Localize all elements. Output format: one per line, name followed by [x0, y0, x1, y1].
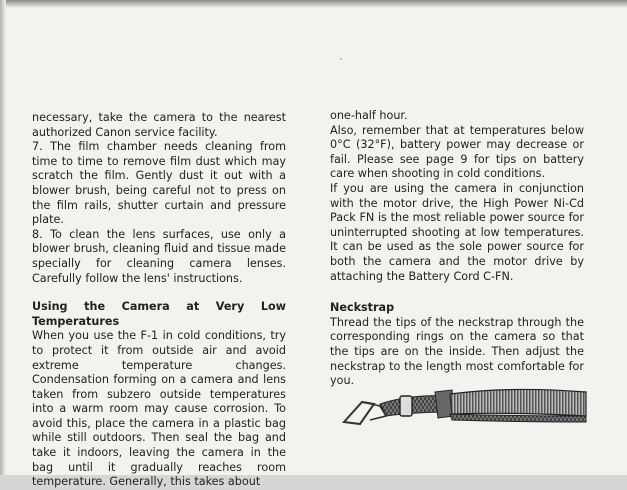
paragraph-neckstrap: Thread the tips of the neckstrap through the corresponding rings on the camera so that the tips are on the inside. Then adjust the neckstrap to the length most comfortable for you.: [330, 315, 584, 388]
paragraph-motor-drive: If you are using the camera in conjunction with the motor drive, the High Power Ni-Cd Pack FN is the most reliable power source for uninterrupted shooting at low temperatures. It can be used as the sole power source for both the camera and the motor drive by attaching the Battery Cord C-FN.: [330, 181, 584, 283]
page-top-shadow: [0, 0, 627, 8]
heading-neckstrap: Neckstrap: [330, 301, 395, 315]
paragraph-continuation: one-half hour.: [330, 109, 408, 122]
paragraph-lens-cleaning: 8. To clean the lens surfaces, use only a blower brush, cleaning fluid and tissue made specially for cleaning camera lenses. Carefully follow the lens' instructions.: [32, 227, 286, 285]
paragraph-film-chamber: 7. The film chamber needs cleaning from time to time to remove film dust which may scratch the film. Gently dust it out with a blower brush, being careful not to press on the film rails, shutter curtain and pressure plate.: [32, 140, 286, 227]
page-left-shadow: [0, 0, 6, 475]
right-column: [330, 109, 584, 389]
paragraph-service: necessary, take the camera to the nearest authorized Canon service facility.: [32, 111, 286, 139]
neckstrap-illustration: [340, 382, 590, 437]
heading-low-temperatures: Using the Camera at Very Low Temperatures: [32, 300, 286, 328]
left-column: [32, 111, 286, 490]
paragraph-cold-conditions: When you use the F-1 in cold conditions, try to protect it from outside air and avoid extreme temperature changes. Condensation forming on a camera and lens taken from subzero outside temperatures into a warm room may cause corrosion. To avoid this, place the camera in a plastic bag while still outdoors. Then seal the bag and take it indoors, leaving the camera in the bag until it gradually reaches room temperature. Generally, this takes about: [32, 329, 286, 489]
speck: [340, 58, 342, 60]
paragraph-battery-cold: Also, remember that at temperatures below 0°C (32°F), battery power may decrease or fail. Please see page 9 for tips on battery care when shooting in cold conditions.: [330, 123, 584, 181]
